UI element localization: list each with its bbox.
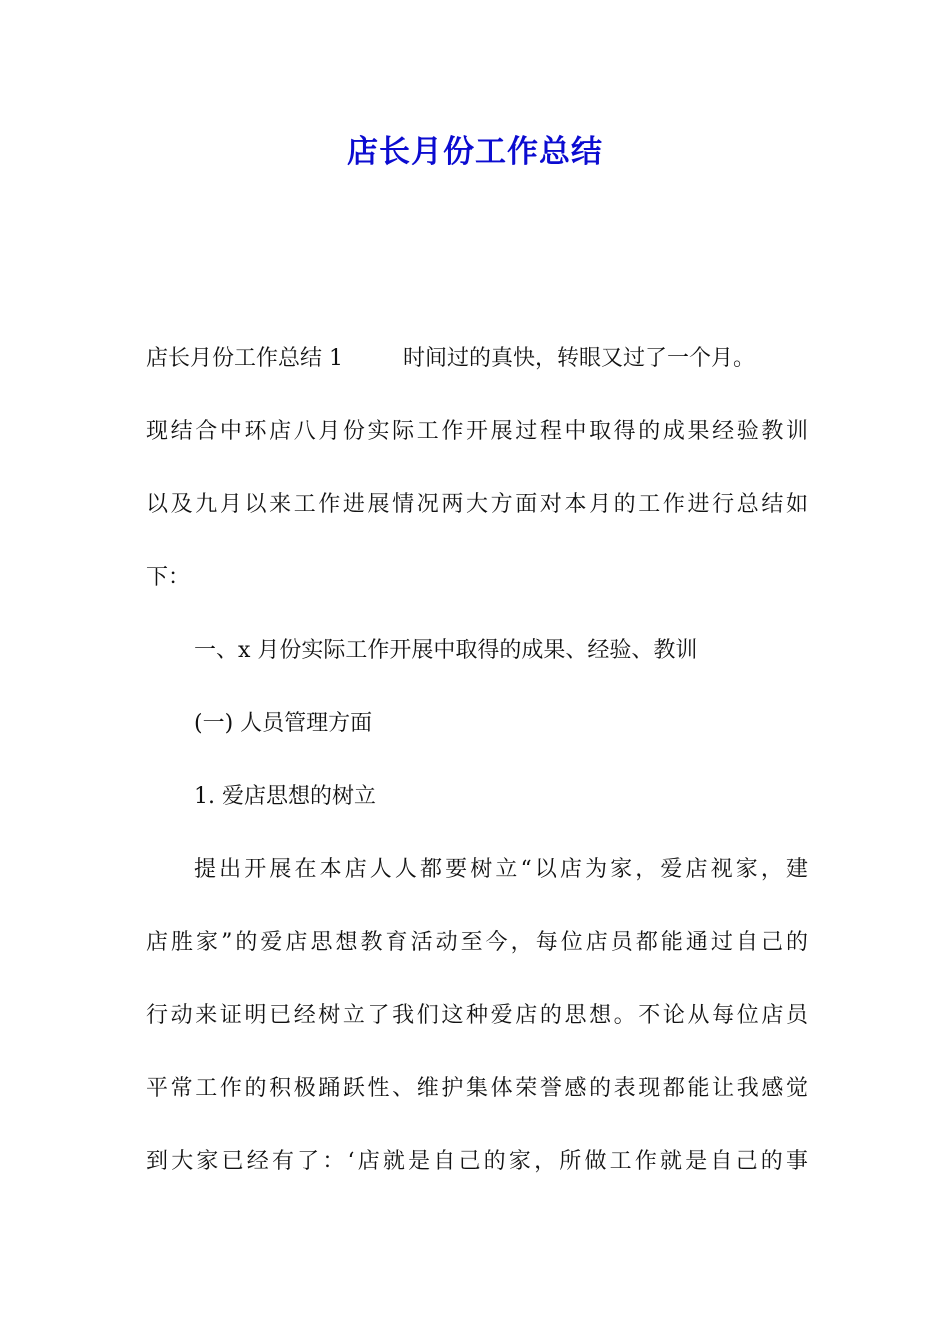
paragraph-2-line-4: 平常工作的积极踊跃性、维护集体荣誉感的表现都能让我感觉 [146,1076,808,1101]
paragraph-1-line-2: 现结合中环店八月份实际工作开展过程中取得的成果经验教训 [146,419,808,444]
paragraph-1-line-1-text: 时间过的真快，转眼又过了一个月。 [403,346,756,371]
section-heading-1: 一、x 月份实际工作开展中取得的成果、经验、教训 [194,638,698,663]
paragraph-1-heading: 店长月份工作总结 1 [146,346,343,371]
item-heading-1: 1. 爱店思想的树立 [194,784,376,809]
document-title: 店长月份工作总结 [347,134,603,170]
paragraph-2-line-2: 店胜家”的爱店思想教育活动至今，每位店员都能通过自己的 [146,930,808,955]
paragraph-1-line-4: 下： [146,565,191,590]
subsection-heading-1: (一) 人员管理方面 [194,711,373,736]
paragraph-1-line-3: 以及九月以来工作进展情况两大方面对本月的工作进行总结如 [146,492,808,517]
paragraph-2-line-3: 行动来证明已经树立了我们这种爱店的思想。不论从每位店员 [146,1003,808,1028]
paragraph-2-line-1: 提出开展在本店人人都要树立“以店为家，爱店视家，建 [194,857,808,882]
document-body [146,334,808,1210]
paragraph-1-line-1 [146,334,808,407]
paragraph-2-line-5: 到大家已经有了：‘店就是自己的家，所做工作就是自己的事 [146,1149,808,1174]
